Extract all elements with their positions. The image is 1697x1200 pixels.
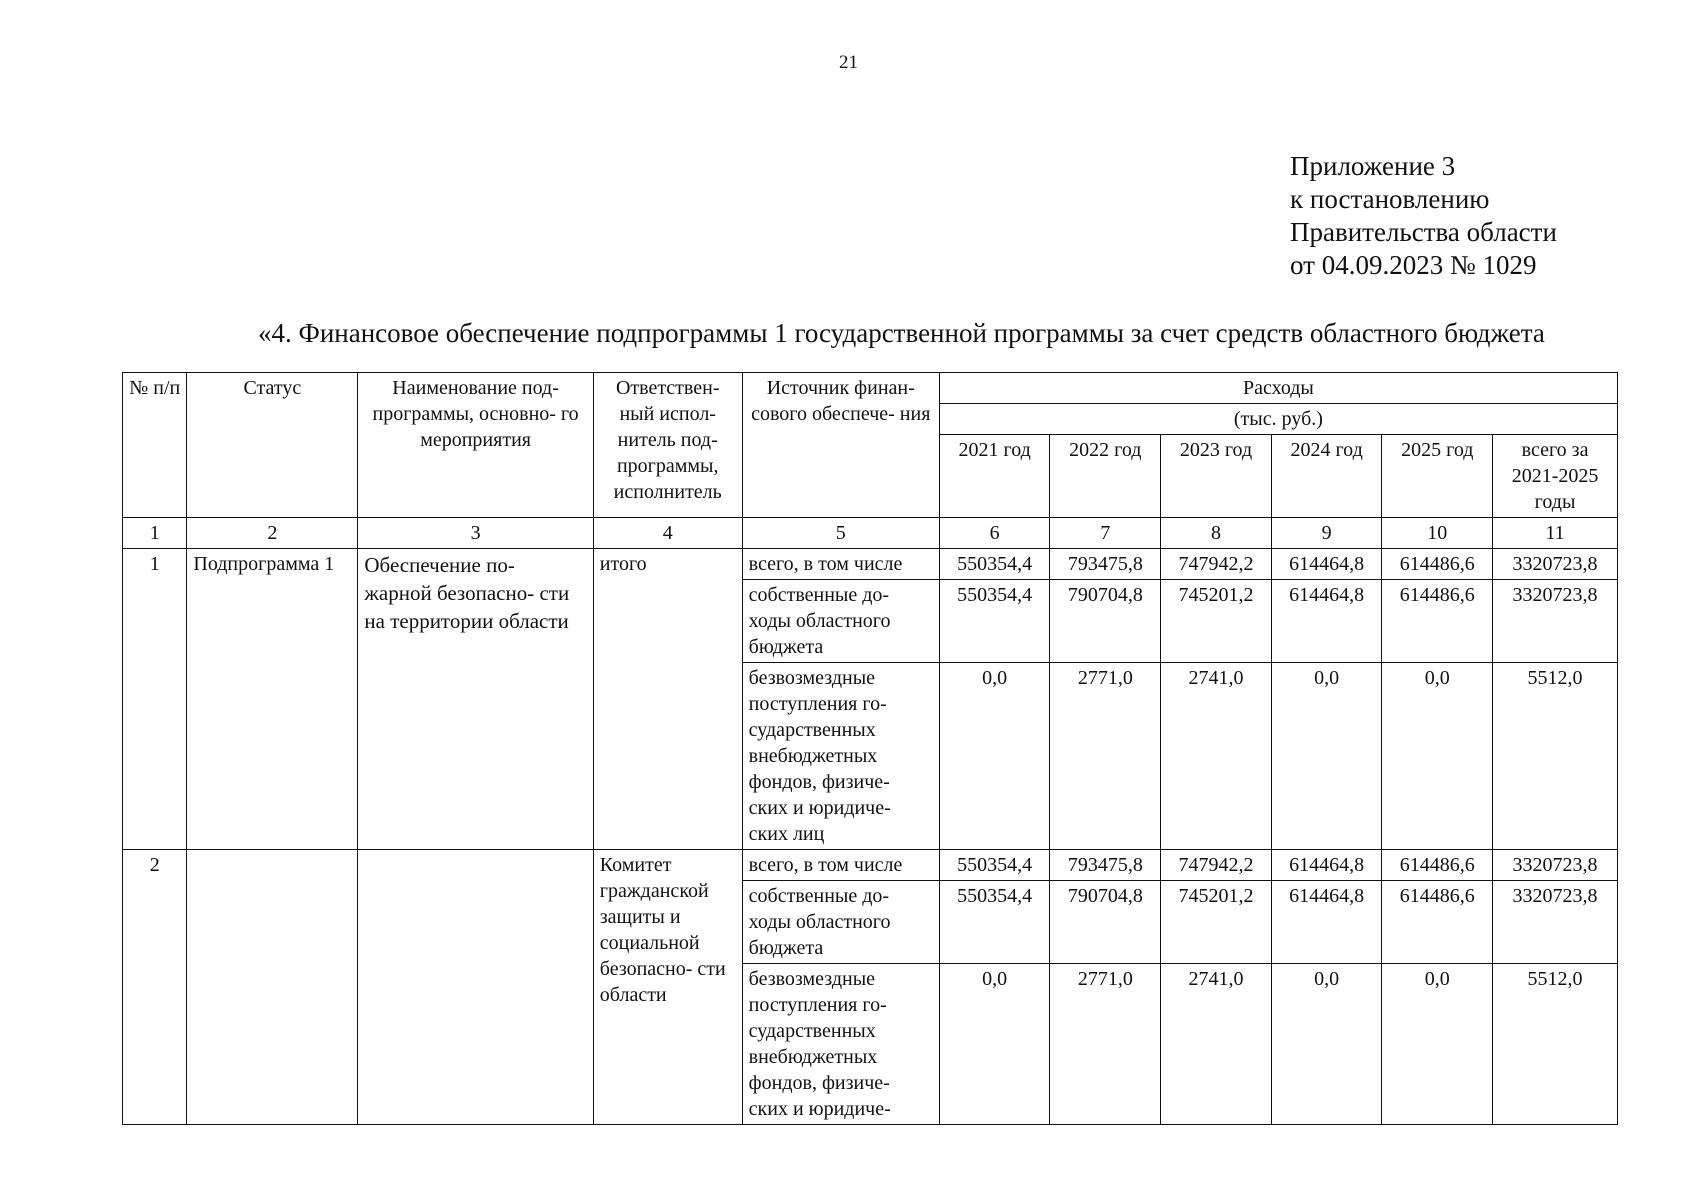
value-2024: 614464,8: [1271, 580, 1382, 663]
value-2021: 550354,4: [939, 850, 1050, 881]
value-2024: 614464,8: [1271, 881, 1382, 964]
value-2025: 614486,6: [1382, 549, 1493, 580]
value-2025: 0,0: [1382, 663, 1493, 850]
value-2022: 790704,8: [1050, 580, 1161, 663]
header-year-2021: 2021 год: [939, 435, 1050, 518]
value-total: 3320723,8: [1493, 549, 1618, 580]
col-number: 3: [358, 518, 593, 549]
value-2023: 745201,2: [1161, 580, 1272, 663]
header-year-2023: 2023 год: [1161, 435, 1272, 518]
col-number: 5: [742, 518, 939, 549]
value-2022: 2771,0: [1050, 663, 1161, 850]
row-source: всего, в том числе: [742, 549, 939, 580]
row-source: безвозмездные поступления го- сударственных внебюджетных фондов, физиче- ских и юридиче-: [742, 964, 939, 1125]
value-2025: 0,0: [1382, 964, 1493, 1125]
row-executor: итого: [593, 549, 742, 850]
value-2022: 793475,8: [1050, 549, 1161, 580]
col-number: 8: [1161, 518, 1272, 549]
col-number: 9: [1271, 518, 1382, 549]
page-number: 21: [839, 52, 858, 73]
row-status: [187, 850, 358, 1125]
col-number: 10: [1382, 518, 1493, 549]
financing-table: [122, 372, 1618, 1125]
row-status: Подпрограмма 1: [187, 549, 358, 850]
value-2024: 614464,8: [1271, 850, 1382, 881]
row-source: всего, в том числе: [742, 850, 939, 881]
appendix-line-1: Приложение 3: [1290, 151, 1456, 181]
value-2021: 550354,4: [939, 881, 1050, 964]
document-title: «4. Финансовое обеспечение подпрограммы 1 государственной программы за счет средств областного бюджета: [258, 318, 1545, 348]
row-num: 2: [123, 850, 187, 1125]
col-number: 6: [939, 518, 1050, 549]
col-number: 7: [1050, 518, 1161, 549]
header-year-2024: 2024 год: [1271, 435, 1382, 518]
value-2021: 0,0: [939, 964, 1050, 1125]
header-total: всего за 2021-2025 годы: [1493, 435, 1618, 518]
value-2024: 0,0: [1271, 663, 1382, 850]
col-number: 2: [187, 518, 358, 549]
table-row: [123, 850, 1618, 881]
value-2022: 2771,0: [1050, 964, 1161, 1125]
header-num: № п/п: [123, 373, 187, 518]
value-total: 3320723,8: [1493, 881, 1618, 964]
value-2022: 790704,8: [1050, 881, 1161, 964]
value-2021: 0,0: [939, 663, 1050, 850]
value-2023: 747942,2: [1161, 549, 1272, 580]
header-row-1: [123, 373, 1618, 404]
value-2024: 0,0: [1271, 964, 1382, 1125]
header-name: Наименование под- программы, основно- го мероприятия: [358, 373, 593, 518]
appendix-line-2: к постановлению: [1290, 184, 1490, 214]
header-status: Статус: [187, 373, 358, 518]
col-number: 1: [123, 518, 187, 549]
row-num: 1: [123, 549, 187, 850]
value-2023: 747942,2: [1161, 850, 1272, 881]
appendix-line-3: Правительства области: [1290, 217, 1557, 247]
value-2021: 550354,4: [939, 549, 1050, 580]
value-2021: 550354,4: [939, 580, 1050, 663]
row-name: Обеспечение по- жарной безопасно- сти на территории области: [358, 549, 593, 850]
value-2023: 745201,2: [1161, 881, 1272, 964]
appendix-block: [1290, 150, 1557, 282]
row-source: собственные до- ходы областного бюджета: [742, 881, 939, 964]
header-source: Источник финан- сового обеспече- ния: [742, 373, 939, 518]
value-2023: 2741,0: [1161, 964, 1272, 1125]
row-source: безвозмездные поступления го- сударственных внебюджетных фондов, физиче- ских и юридиче- ских лиц: [742, 663, 939, 850]
column-number-row: [123, 518, 1618, 549]
value-total: 3320723,8: [1493, 850, 1618, 881]
value-2022: 793475,8: [1050, 850, 1161, 881]
value-total: 5512,0: [1493, 663, 1618, 850]
row-source: собственные до- ходы областного бюджета: [742, 580, 939, 663]
header-executor: Ответствен- ный испол- нитель под- программы, исполнитель: [593, 373, 742, 518]
value-total: 3320723,8: [1493, 580, 1618, 663]
value-2024: 614464,8: [1271, 549, 1382, 580]
header-year-2022: 2022 год: [1050, 435, 1161, 518]
row-executor: Комитет гражданской защиты и социальной безопасно- сти области: [593, 850, 742, 1125]
header-expenses: Расходы: [939, 373, 1617, 404]
value-2025: 614486,6: [1382, 580, 1493, 663]
value-2023: 2741,0: [1161, 663, 1272, 850]
row-name: [358, 850, 593, 1125]
table-row: [123, 549, 1618, 580]
col-number: 11: [1493, 518, 1618, 549]
value-total: 5512,0: [1493, 964, 1618, 1125]
col-number: 4: [593, 518, 742, 549]
value-2025: 614486,6: [1382, 850, 1493, 881]
value-2025: 614486,6: [1382, 881, 1493, 964]
header-unit: (тыс. руб.): [939, 404, 1617, 435]
appendix-line-4: от 04.09.2023 № 1029: [1290, 250, 1537, 280]
header-year-2025: 2025 год: [1382, 435, 1493, 518]
